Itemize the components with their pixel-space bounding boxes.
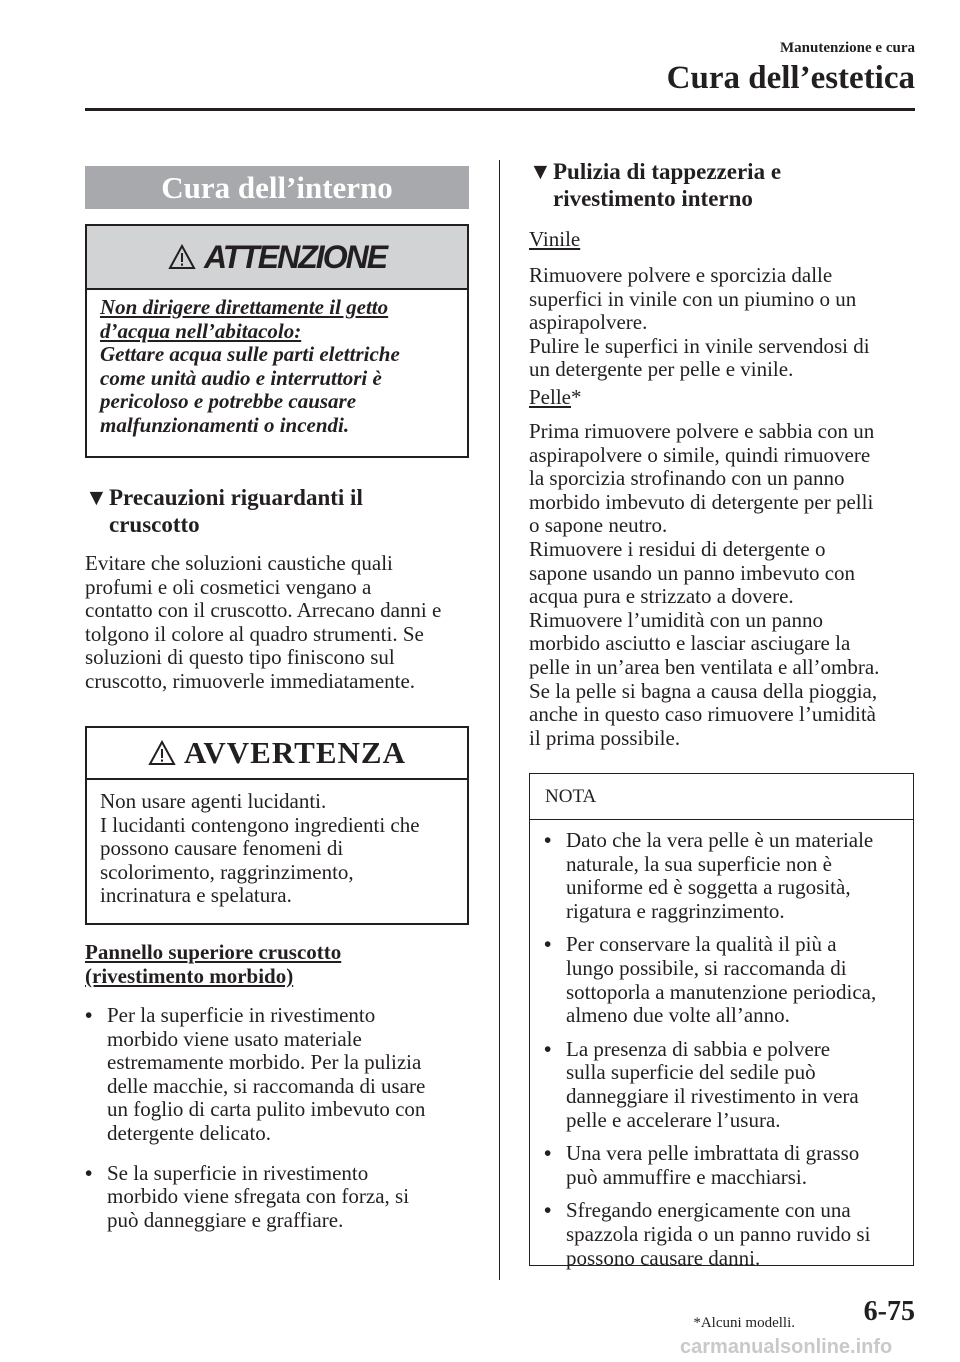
list-item-line: sottoporla a manutenzione periodica,: [566, 979, 877, 1004]
watermark: carmanualsonline.info: [680, 1336, 893, 1358]
panel-heading-line: (rivestimento morbido): [85, 963, 294, 988]
subheading-line: Pulizia di tappezzeria e: [553, 159, 782, 184]
paragraph-pelle: [529, 420, 929, 750]
list-item-line: morbido viene usato materiale: [107, 1026, 362, 1051]
paragraph-line: la sporcizia strofinando con un panno: [529, 466, 845, 491]
bullet-icon: •: [544, 1141, 552, 1166]
bullet-icon: •: [544, 1036, 552, 1061]
bullet-list-left: [85, 1004, 485, 1232]
page-number: 6-75: [863, 1296, 915, 1327]
bullet-icon: •: [544, 828, 552, 852]
attenzione-heading-line: Non dirigere direttamente il getto: [100, 295, 389, 319]
paragraph-line: cruscotto, rimuoverle immediatamente.: [85, 668, 416, 693]
attenzione-text-line: pericoloso e potrebbe causare: [100, 389, 357, 414]
list-item-line: detergente delicato.: [107, 1120, 272, 1145]
avvertenza-line: incrinatura e spelatura.: [100, 883, 292, 908]
vinile-heading: [529, 228, 919, 252]
list-item: [544, 1199, 903, 1270]
attenzione-label: ATTENZIONE: [203, 238, 387, 275]
triangle-down-icon: ▼: [529, 159, 552, 184]
paragraph-line: superfici in vinile con un piumino o un: [529, 286, 857, 311]
list-item-line: può danneggiare e graffiare.: [107, 1207, 344, 1232]
list-item-line: danneggiare il rivestimento in vera: [566, 1083, 859, 1108]
paragraph-line: morbido imbevuto di detergente per pelli: [529, 489, 874, 514]
list-item-line: un foglio di carta pulito imbevuto con: [107, 1097, 426, 1122]
paragraph-line: aspirapolvere o simile, quindi rimuovere: [529, 442, 871, 467]
avvertenza-header: [87, 728, 467, 780]
attenzione-body: [87, 290, 467, 438]
column-divider: [499, 160, 500, 1280]
nota-label: NOTA: [545, 786, 597, 807]
attenzione-heading-line: d’acqua nell’abitacolo:: [100, 318, 302, 343]
list-item-line: possono causare danni.: [566, 1245, 761, 1270]
avvertenza-line: possono causare fenomeni di: [100, 836, 344, 861]
attenzione-text-line: come unità audio e interruttori è: [100, 365, 382, 390]
paragraph-line: tolgono il colore al quadro strumenti. Se: [85, 621, 424, 646]
footer-note: *Alcuni modelli.: [693, 1315, 795, 1331]
list-item-line: Per la superficie in rivestimento: [107, 1003, 376, 1027]
paragraph-vinile: [529, 264, 924, 382]
list-item-line: può ammuffire e macchiarsi.: [566, 1164, 808, 1189]
list-item-line: almeno due volte all’anno.: [566, 1003, 790, 1028]
list-item-line: naturale, la sua superficie non è: [566, 851, 832, 876]
avvertenza-label: AVVERTENZA: [184, 735, 406, 770]
bullet-icon: •: [85, 1003, 93, 1027]
bullet-icon: •: [544, 1198, 552, 1223]
list-item-line: pelle e accelerare l’usura.: [566, 1107, 781, 1132]
attenzione-text-line: Gettare acqua sulle parti elettriche: [100, 342, 400, 367]
paragraph-line: pelle in un’area ben ventilata e all’ombra.: [529, 654, 880, 679]
paragraph-line: sapone usando un panno imbevuto con: [529, 560, 856, 585]
header-section-label: Manutenzione e cura: [780, 40, 915, 56]
list-item-line: Dato che la vera pelle è un materiale: [566, 828, 874, 852]
paragraph-line: acqua pura e strizzato a dovere.: [529, 584, 794, 609]
subheading-pulizia: [529, 158, 919, 212]
list-item: [85, 1162, 485, 1233]
subheading-line: Precauzioni riguardanti il: [109, 485, 363, 510]
vinile-heading-text: Vinile: [529, 227, 581, 251]
nota-box: [529, 773, 914, 1270]
attenzione-header: [87, 226, 467, 290]
paragraph-line: aspirapolvere.: [529, 310, 648, 335]
list-item-line: Una vera pelle imbrattata di grasso: [566, 1141, 860, 1166]
warning-triangle-icon: [148, 740, 176, 766]
list-item-line: Sfregando energicamente con una: [566, 1198, 851, 1223]
panel-heading: [85, 941, 485, 988]
attenzione-box: [85, 224, 469, 458]
list-item-line: rigatura e raggrinzimento.: [566, 898, 785, 923]
paragraph-line: il prima possibile.: [529, 725, 681, 750]
subheading-precauzioni: [85, 484, 475, 538]
paragraph-line: Rimuovere l’umidità con un panno: [529, 607, 823, 632]
paragraph-line: Se la pelle si bagna a causa della pioggia,: [529, 678, 878, 703]
bullet-icon: •: [85, 1160, 93, 1185]
paragraph-line: Rimuovere polvere e sporcizia dalle: [529, 263, 833, 287]
paragraph-line: contatto con il cruscotto. Arrecano danni e: [85, 598, 442, 623]
paragraph-line: Prima rimuovere polvere e sabbia con un: [529, 419, 875, 443]
list-item: [544, 1038, 903, 1132]
paragraph-line: o sapone neutro.: [529, 513, 668, 538]
paragraph-line: profumi e oli cosmetici vengano a: [85, 574, 372, 599]
list-item-line: Se la superficie in rivestimento: [107, 1160, 369, 1185]
paragraph-line: anche in questo caso rimuovere l’umidità: [529, 702, 876, 727]
avvertenza-line: scolorimento, raggrinzimento,: [100, 859, 354, 884]
panel-heading-line: Pannello superiore cruscotto: [85, 940, 342, 964]
avvertenza-box: [85, 726, 469, 925]
attenzione-text-line: malfunzionamenti o incendi.: [100, 412, 350, 437]
subheading-line: rivestimento interno: [553, 186, 753, 211]
pelle-heading: [529, 386, 919, 410]
list-item-line: estremamente morbido. Per la pulizia: [107, 1050, 422, 1075]
paragraph-line: Evitare che soluzioni caustiche quali: [85, 551, 393, 575]
avvertenza-line: Non usare agenti lucidanti.: [100, 789, 327, 813]
pelle-heading-text: Pelle: [529, 385, 571, 409]
avvertenza-line: I lucidanti contengono ingredienti che: [100, 812, 420, 837]
pelle-asterisk: *: [571, 385, 582, 409]
avvertenza-body: [87, 780, 467, 908]
nota-body: [530, 820, 913, 1270]
list-item-line: spazzola rigida o un panno ruvido si: [566, 1221, 871, 1246]
list-item-line: lungo possibile, si raccomanda di: [566, 955, 847, 980]
page-title: Cura dell’estetica: [666, 60, 915, 96]
list-item: [544, 933, 903, 1027]
list-item: [85, 1004, 485, 1146]
list-item-line: sulla superficie del sedile può: [566, 1060, 816, 1085]
list-item-line: morbido viene sfregata con forza, si: [107, 1184, 410, 1209]
paragraph-line: Pulire le superfici in vinile servendosi di: [529, 333, 870, 358]
warning-triangle-icon: [168, 244, 196, 270]
nota-header: [530, 774, 913, 820]
header-rule: [85, 108, 915, 111]
paragraph-line: soluzioni di questo tipo finiscono sul: [85, 645, 395, 670]
subheading-line: cruscotto: [109, 512, 200, 537]
list-item-line: La presenza di sabbia e polvere: [566, 1036, 831, 1061]
paragraph-line: Rimuovere i residui di detergente o: [529, 536, 826, 561]
list-item-line: delle macchie, si raccomanda di usare: [107, 1073, 426, 1098]
list-item-line: uniforme ed è soggetta a rugosità,: [566, 875, 851, 900]
section-banner: Cura dell’interno: [85, 166, 469, 209]
paragraph-line: morbido asciutto e lasciar asciugare la: [529, 631, 851, 656]
bullet-icon: •: [544, 932, 552, 957]
list-item: [544, 829, 903, 923]
list-item: [544, 1142, 903, 1189]
triangle-down-icon: ▼: [85, 485, 108, 510]
list-item-line: Per conservare la qualità il più a: [566, 932, 837, 957]
paragraph-line: un detergente per pelle e vinile.: [529, 357, 794, 382]
paragraph-cruscotto: [85, 552, 485, 694]
